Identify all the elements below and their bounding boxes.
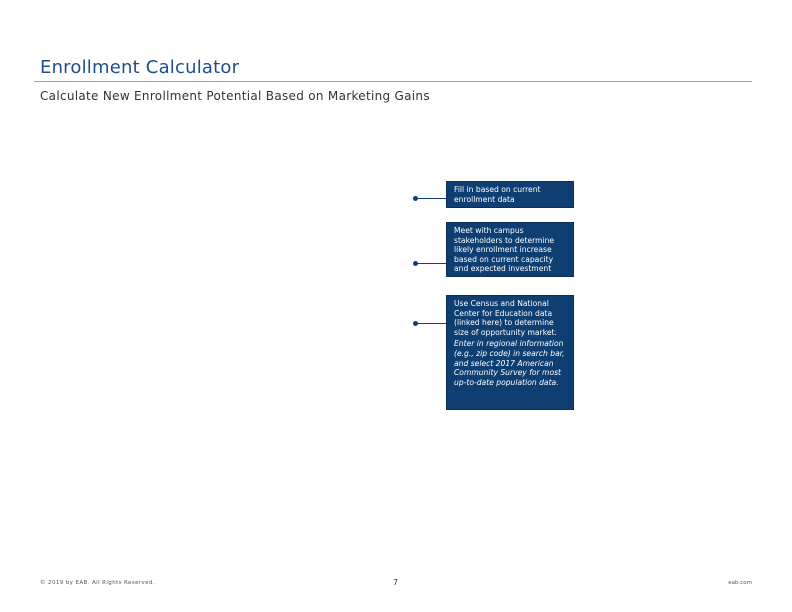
callout-1-text: Fill in based on current enrollment data xyxy=(454,185,541,204)
page-subtitle: Calculate New Enrollment Potential Based on Marketing Gains xyxy=(40,89,430,103)
callout-1-connector xyxy=(416,198,446,199)
callout-2-text: Meet with campus stakeholders to determine likely enrollment increase based on current capacity and expected investment xyxy=(454,226,555,274)
page-title: Enrollment Calculator xyxy=(40,57,240,78)
callout-3-connector xyxy=(416,323,446,324)
callout-3-text: Use Census and National Center for Education data (linked here) to determine size of opportunity market. xyxy=(454,299,557,337)
callout-3-italic-text: Enter in regional information (e.g., zip code) in search bar, and select 2017 American Community Survey for most up-to-date population data. xyxy=(454,339,565,387)
footer-copyright: © 2019 by EAB. All Rights Reserved. xyxy=(40,580,156,586)
title-divider xyxy=(34,81,752,82)
callout-enrollment-data xyxy=(446,181,574,208)
page-number: 7 xyxy=(393,578,399,587)
footer-site-link[interactable]: eab.com xyxy=(728,580,752,586)
callout-campus-stakeholders xyxy=(446,222,574,277)
callout-census-data xyxy=(446,295,574,410)
callout-2-connector xyxy=(416,263,446,264)
